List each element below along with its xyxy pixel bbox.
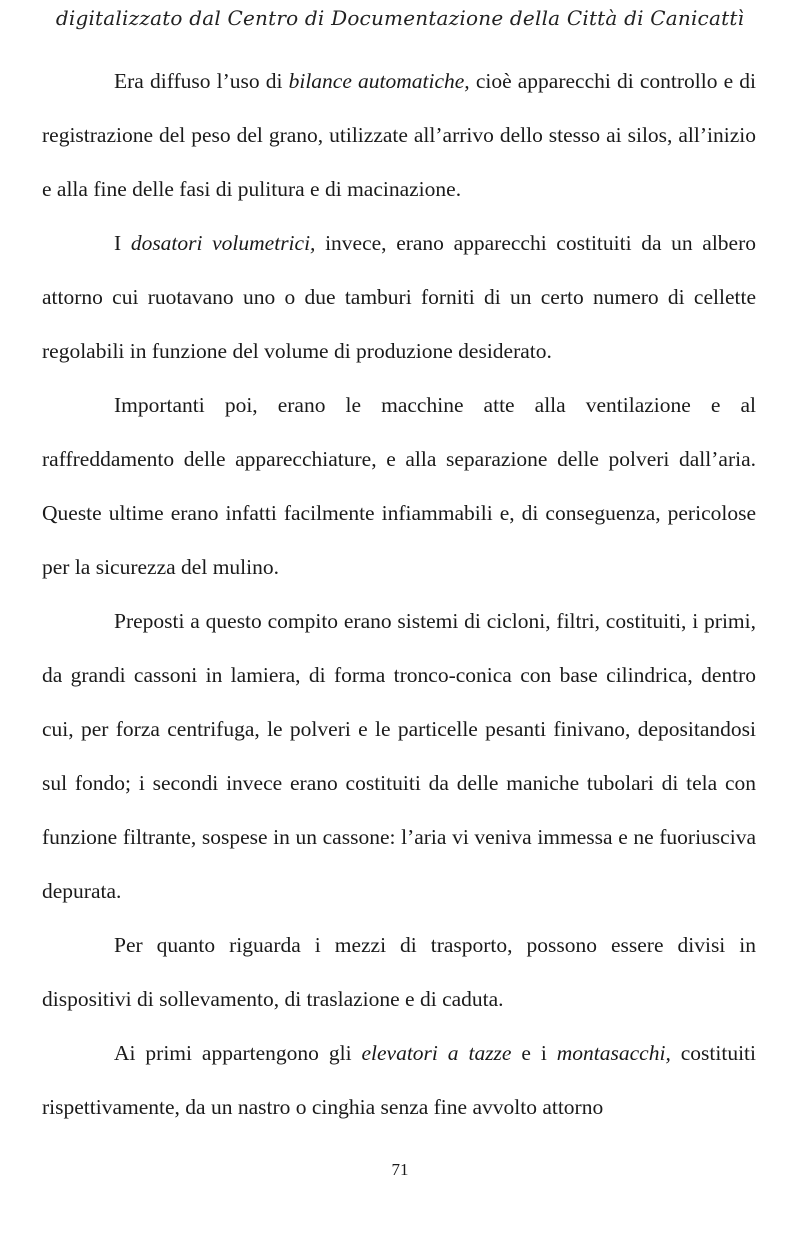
- digitization-watermark: digitalizzato dal Centro di Documentazione della Città di Canicattì: [55, 6, 745, 30]
- text-run: Per quanto riguarda i mezzi di trasporto, possono essere divisi in dispositivi di sollevamento, di traslazione e di caduta.: [42, 933, 756, 1011]
- body-text: [42, 54, 756, 1134]
- text-run: costituiti rispettivamente, da un nastro o cinghia senza fine avvolto attorno: [42, 1041, 756, 1119]
- paragraph-bilance: [42, 54, 756, 216]
- page-number: 71: [391, 1160, 409, 1179]
- text-run: e i: [511, 1041, 557, 1065]
- text-run: invece, erano apparecchi costituiti da un albero attorno cui ruotavano uno o due tamburi forniti di un certo numero di cellette regolabili in funzione del volume di produzione desiderato.: [42, 231, 756, 363]
- emphasis-term: bilance automatiche,: [288, 69, 470, 93]
- emphasis-term: dosatori volumetrici,: [130, 231, 316, 255]
- paragraph-trasporto: [42, 918, 756, 1026]
- paragraph-cicloni-filtri: [42, 594, 756, 918]
- text-run: Era diffuso l’uso di: [114, 69, 289, 93]
- text-run: Importanti poi, erano le macchine atte alla ventilazione e al raffreddamento delle apparecchiature, e alla separazione delle polveri dall’aria. Queste ultime erano infatti facilmente infiammabili e, di conseguenza, pericolose per la sicurezza del mulino.: [42, 393, 756, 579]
- paragraph-dosatori: [42, 216, 756, 378]
- text-run: I: [114, 231, 131, 255]
- emphasis-term: montasacchi,: [556, 1041, 671, 1065]
- paragraph-elevatori: [42, 1026, 756, 1134]
- text-run: cioè apparecchi di controllo e di registrazione del peso del grano, utilizzate all’arrivo dello stesso ai silos, all’inizio e alla fine delle fasi di pulitura e di macinazione.: [42, 69, 756, 201]
- text-run: Preposti a questo compito erano sistemi di cicloni, filtri, costituiti, i primi, da grandi cassoni in lamiera, di forma tronco-conica con base cilindrica, dentro cui, per forza centrifuga, le polveri e le particelle pesanti finivano, depositandosi sul fondo; i secondi invece erano costituiti da delle maniche tubolari di tela con funzione filtrante, sospese in un cassone: l’aria vi veniva immessa e ne fuoriusciva depurata.: [42, 609, 756, 903]
- paragraph-ventilazione: [42, 378, 756, 594]
- text-run: Ai primi appartengono gli: [114, 1041, 362, 1065]
- emphasis-term: elevatori a tazze: [361, 1041, 512, 1065]
